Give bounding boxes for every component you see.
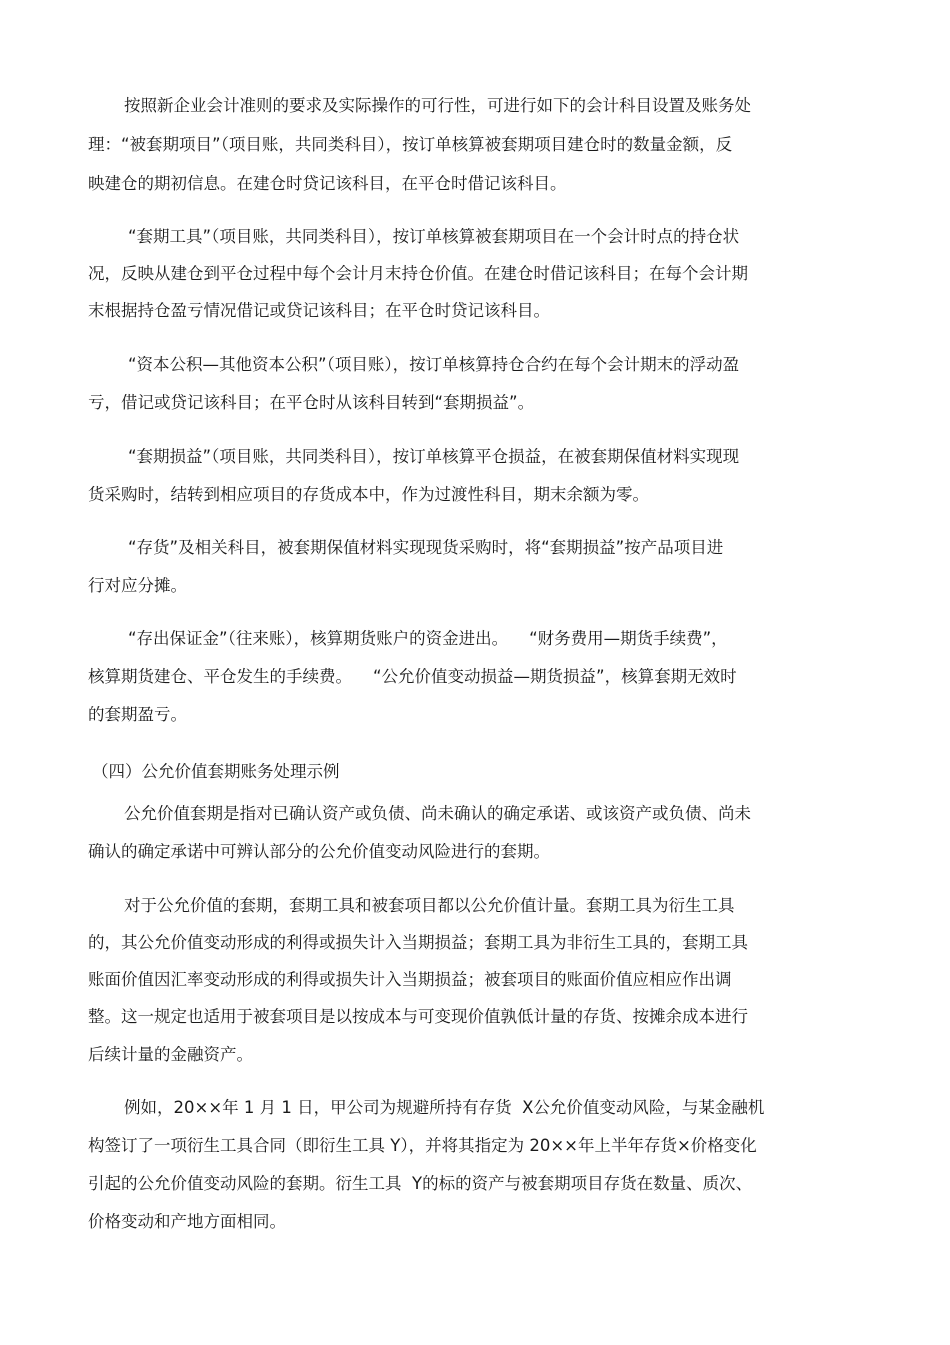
paragraph-8-line-1: 对于公允价值的套期，套期工具和被套项目都以公允价值计量。套期工具为衍生工具 <box>124 896 735 915</box>
paragraph-4-line-1: “套期损益”（项目账，共同类科目），按订单核算平仓损益，在被套期保值材料实现现 <box>128 447 740 466</box>
paragraph-6-line-3: 的套期盈亏。 <box>88 705 187 724</box>
paragraph-9-line-3: 引起的公允价值变动风险的套期。衍生工具 Y的标的资产与被套期项目存货在数量、质次、 <box>88 1174 753 1193</box>
section-heading: （四）公允价值套期账务处理示例 <box>92 762 340 781</box>
paragraph-8-line-2: 的，其公允价值变动形成的利得或损失计入当期损益；套期工具为非衍生工具的，套期工具 <box>88 933 748 952</box>
paragraph-8-line-4: 整。这一规定也适用于被套项目是以按成本与可变现价值孰低计量的存货、按摊余成本进行 <box>88 1007 748 1026</box>
paragraph-7-line-2: 确认的确定承诺中可辨认部分的公允价值变动风险进行的套期。 <box>88 842 550 861</box>
paragraph-7-line-1: 公允价值套期是指对已确认资产或负债、尚未确认的确定承诺、或该资产或负债、尚未 <box>124 804 751 823</box>
paragraph-8-line-5: 后续计量的金融资产。 <box>88 1045 253 1064</box>
paragraph-2-line-2: 况，反映从建仓到平仓过程中每个会计月末持仓价值。在建仓时借记该科目；在每个会计期 <box>88 264 748 283</box>
paragraph-3-line-2: 亏，借记或贷记该科目；在平仓时从该科目转到“套期损益”。 <box>88 393 535 412</box>
paragraph-4-line-2: 货采购时，结转到相应项目的存货成本中，作为过渡性科目，期末余额为零。 <box>88 485 649 504</box>
paragraph-8-line-3: 账面价值因汇率变动形成的利得或损失计入当期损益；被套项目的账面价值应相应作出调 <box>88 970 732 989</box>
paragraph-9-line-1: 例如，20××年 1 月 1 日，甲公司为规避所持有存货 X公允价值变动风险，与某金融机 <box>124 1098 765 1117</box>
paragraph-2-line-3: 末根据持仓盈亏情况借记或贷记该科目；在平仓时贷记该科目。 <box>88 301 550 320</box>
paragraph-9-line-4: 价格变动和产地方面相同。 <box>88 1212 286 1231</box>
paragraph-6-line-2: 核算期货建仓、平仓发生的手续费。 “公允价值变动损益—期货损益”，核算套期无效时 <box>88 667 737 686</box>
paragraph-1-line-3: 映建仓的期初信息。在建仓时贷记该科目，在平仓时借记该科目。 <box>88 174 567 193</box>
paragraph-2-line-1: “套期工具”（项目账，共同类科目），按订单核算被套期项目在一个会计时点的持仓状 <box>128 227 740 246</box>
paragraph-5-line-1: “存货”及相关科目，被套期保值材料实现现货采购时，将“套期损益”按产品项目进 <box>128 538 724 557</box>
paragraph-1-line-1: 按照新企业会计准则的要求及实际操作的可行性，可进行如下的会计科目设置及账务处 <box>124 96 751 115</box>
paragraph-9-line-2: 构签订了一项衍生工具合同（即衍生工具 Y），并将其指定为 20××年上半年存货×价格变化 <box>88 1136 757 1155</box>
paragraph-1-line-2: 理：“被套期项目”（项目账，共同类科目），按订单核算被套期项目建仓时的数量金额，反 <box>88 135 733 154</box>
paragraph-6-line-1: “存出保证金”（往来账），核算期货账户的资金进出。 “财务费用—期货手续费”， <box>128 629 728 648</box>
paragraph-3-line-1: “资本公积—其他资本公积”（项目账），按订单核算持仓合约在每个会计期末的浮动盈 <box>128 355 740 374</box>
paragraph-5-line-2: 行对应分摊。 <box>88 576 187 595</box>
